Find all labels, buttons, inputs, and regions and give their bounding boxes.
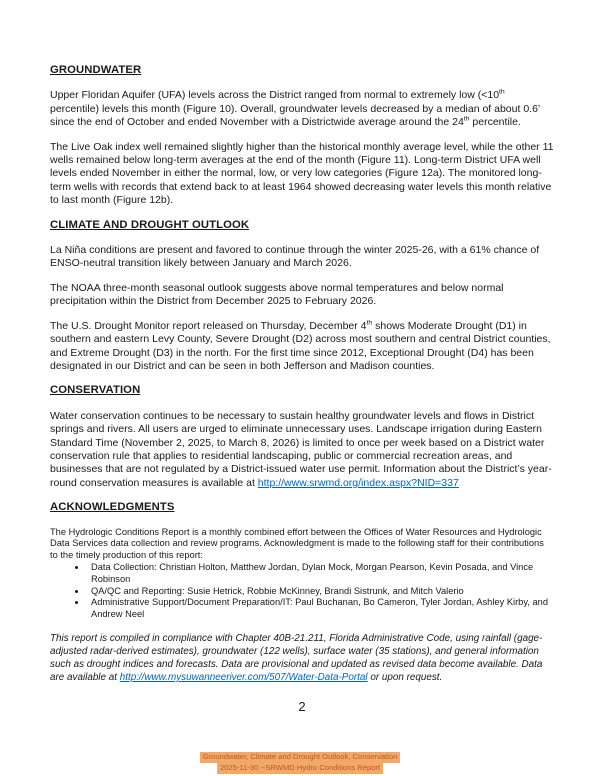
paragraph-text: or upon request. <box>367 671 443 683</box>
acknowledgments-staff-list <box>50 562 554 621</box>
srwmd-conservation-link[interactable]: http://www.srwmd.org/index.aspx?NID=337 <box>257 476 459 489</box>
climate-paragraph-noaa-outlook: The NOAA three-month seasonal outlook suggests above normal temperatures and below normal precipitation within the District from December 2025 to February 2026. <box>50 281 504 308</box>
paragraph-text: This report is compiled in compliance with Chapter 40B-21.211, Florida Administrative Code, using rainfall (gage-adjusted radar-derived estimates), groundwater (122 wells), surface water (35 stations), and general information such as drought indices and forecasts. Data are provisional and updated as revised data become available. Data are available at <box>50 632 543 683</box>
paragraph-text: percentile. <box>469 116 521 129</box>
staff-bullet-data-collection: Data Collection: Christian Holton, Matthew Jordan, Dylan Mock, Morgan Pearson, Kevin Posada, and Vince Robinson <box>91 561 534 584</box>
annotation-row <box>0 763 600 774</box>
compliance-note <box>50 632 554 684</box>
annotation-line1: Groundwater, Climate and Drought Outlook, Conservation <box>200 752 401 763</box>
section-heading-groundwater: GROUNDWATER <box>50 64 142 76</box>
groundwater-paragraph-1 <box>50 89 554 129</box>
superscript-th: th <box>499 88 505 96</box>
paragraph-text: percentile) levels this month (Figure 10). Overall, groundwater levels decreased by a median of about 0.6’ since the end of October and ended November with a Districtwide average around the 24 <box>50 102 540 129</box>
list-item <box>87 597 554 621</box>
paragraph-text: Water conservation continues to be necessary to sustain healthy groundwater levels and flows in District springs and rivers. All users are urged to eliminate unnecessary uses. Landscape irrigation during Eastern Standard Time (November 2, 2025, to March 8, 2026) is limited to once per week based on a District water conservation rule that applies to residential landscaping, public or commercial recreation areas, and businesses that are not regulated by a District-issued water use permit. Information about the District’s year-round conservation measures is available at <box>50 409 552 489</box>
superscript-th: th <box>366 319 373 327</box>
paragraph-text: shows Moderate Drought (D1) in southern and eastern Levy County, Severe Drought (D2) across most southern and central District counties, and Extreme Drought (D3) in the north. For the first time since 2012, Exceptional Drought (D4) has been designated in our District and can be seen in both Jefferson and Madison counties. <box>50 319 551 372</box>
paragraph-text: The U.S. Drought Monitor report released on Thursday, December 4 <box>50 319 367 332</box>
climate-paragraph-la-nina: La Niña conditions are present and favored to continue through the winter 2025-26, with a 61% chance of ENSO-neutral transition likely between January and March 2026. <box>50 244 540 270</box>
section-heading-conservation: CONSERVATION <box>50 384 141 397</box>
annotation-row <box>0 752 600 763</box>
conservation-paragraph <box>50 410 554 490</box>
climate-paragraph-drought-monitor <box>50 320 554 374</box>
footer-annotation <box>0 752 600 774</box>
acknowledgments-intro: The Hydrologic Conditions Report is a monthly combined effort between the Offices of Water Resources and Hydrologic Data Services data collection and review programs. Acknowledgment is made to the following staff for their contributions to the timely production of this report: <box>50 526 544 561</box>
water-data-portal-link[interactable]: http://www.mysuwanneeriver.com/507/Water-Data-Portal <box>119 671 368 683</box>
page-content <box>50 64 554 714</box>
staff-bullet-qaqc-reporting: QA/QC and Reporting: Susie Hetrick, Robbie McKinney, Brandi Sistrunk, and Mitch Valerio <box>91 585 464 596</box>
page-number: 2 <box>298 698 306 714</box>
paragraph-text: Upper Floridan Aquifer (UFA) levels across the District ranged from normal to extremely low (<10 <box>50 89 500 102</box>
list-item <box>87 586 554 598</box>
section-heading-acknowledgments: ACKNOWLEDGMENTS <box>50 501 175 514</box>
annotation-line2: 2025-11-30 --SRWMD Hydro Conditions Report <box>217 763 383 774</box>
list-item <box>87 562 554 586</box>
staff-bullet-admin-support: Administrative Support/Document Preparation/IT: Paul Buchanan, Bo Cameron, Tyler Jordan, Ashley Kirby, and Andrew Neel <box>91 597 548 620</box>
groundwater-paragraph-2: The Live Oak index well remained slightly higher than the historical monthly average level, while the other 11 wells remained below long-term averages at the end of the month (Figure 11). Long-term District UFA well levels ended November in either the normal, low, or very low categories (Figure 12a). The monitored long-term wells with records that extend back to at least 1964 showed decreasing water levels this month relative to last month (Figure 12b). <box>50 140 554 207</box>
section-heading-climate-drought-outlook: CLIMATE AND DROUGHT OUTLOOK <box>50 218 250 231</box>
superscript-th: th <box>463 115 470 123</box>
